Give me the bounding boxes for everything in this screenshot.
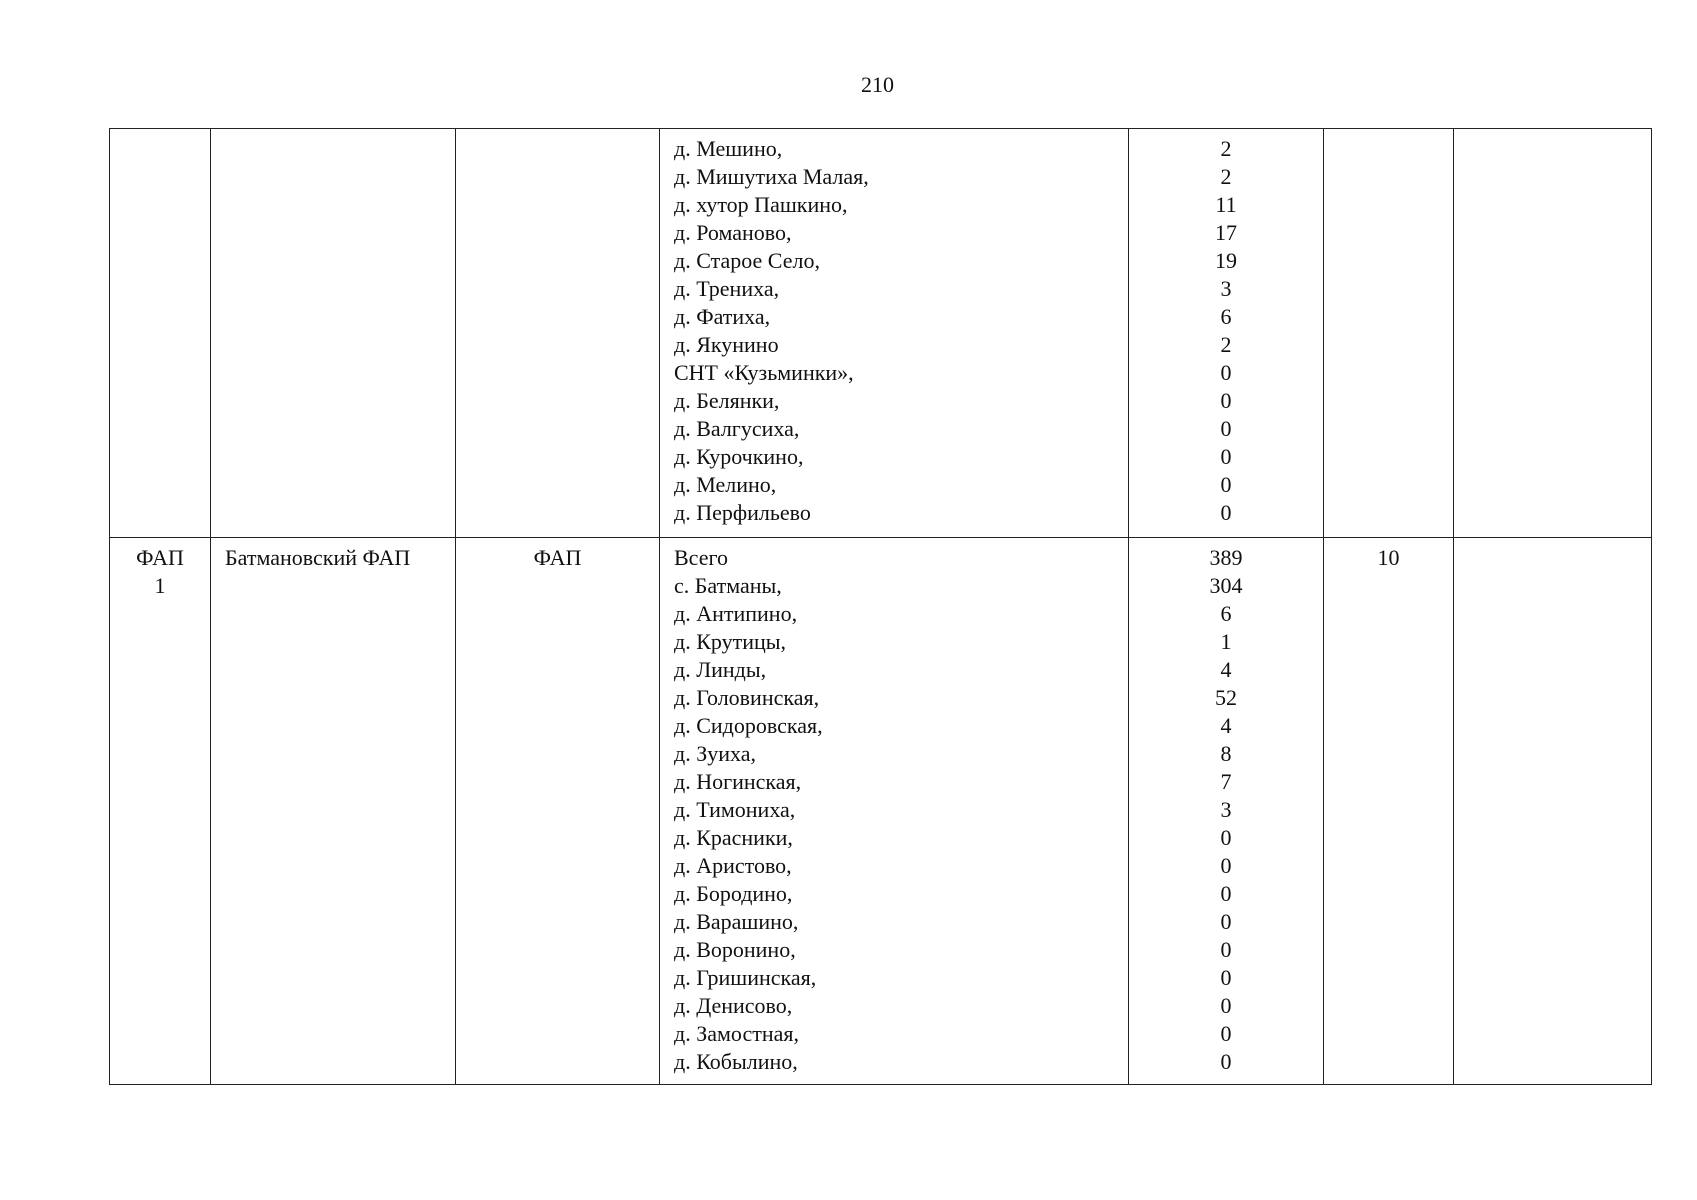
population-value: 2 [1220, 332, 1232, 357]
population-value: 11 [1215, 192, 1237, 217]
population-value: 389 [1209, 545, 1243, 570]
settlement-name: д. Замостная, [674, 1021, 799, 1046]
population-value: 0 [1220, 937, 1232, 962]
population-value: 52 [1215, 685, 1237, 710]
population-value: 2 [1220, 136, 1232, 161]
settlement-name: д. Романово, [674, 220, 792, 245]
population-value: 0 [1220, 993, 1232, 1018]
settlement-name: д. Мелино, [674, 472, 777, 497]
population-cell [1129, 129, 1324, 538]
population-value: 1 [1220, 629, 1232, 654]
settlement-name: д. Зуиха, [674, 741, 756, 766]
settlement-name: д. Линды, [674, 657, 767, 682]
facility-type-cell: ФАП [456, 538, 660, 1085]
settlement-name: д. Гришинская, [674, 965, 817, 990]
table-row [110, 538, 1652, 1085]
settlement-name: д. Белянки, [674, 388, 780, 413]
settlement-name: д. Старое Село, [674, 248, 820, 273]
page-number: 210 [861, 72, 894, 97]
settlement-name: д. Головинская, [674, 685, 820, 710]
facilities-table [109, 128, 1652, 1085]
population-value: 0 [1220, 853, 1232, 878]
settlements-cell [660, 538, 1129, 1085]
settlement-name: д. хутор Пашкино, [674, 192, 848, 217]
staff-count-cell [1324, 129, 1454, 538]
settlement-name: Всего [674, 545, 728, 570]
settlement-name: СНТ «Кузьминки», [674, 360, 854, 385]
settlement-name: д. Крутицы, [674, 629, 787, 654]
population-value: 0 [1220, 500, 1232, 525]
population-value: 4 [1220, 713, 1232, 738]
population-value: 6 [1220, 304, 1232, 329]
settlement-name: д. Перфильево [674, 500, 811, 525]
settlement-name: д. Якунино [674, 332, 779, 357]
population-value: 3 [1220, 276, 1232, 301]
settlement-name: д. Денисово, [674, 993, 793, 1018]
population-value: 3 [1220, 797, 1232, 822]
population-value: 0 [1220, 881, 1232, 906]
population-value: 0 [1220, 388, 1232, 413]
table-row [110, 129, 1652, 538]
settlement-name: д. Красники, [674, 825, 793, 850]
settlement-name: д. Тимониха, [674, 797, 796, 822]
settlement-name: д. Мишутиха Малая, [674, 164, 869, 189]
population-value: 0 [1220, 416, 1232, 441]
settlement-name: д. Сидоровская, [674, 713, 823, 738]
settlement-name: с. Батманы, [674, 573, 782, 598]
population-value: 0 [1220, 965, 1232, 990]
population-value: 0 [1220, 444, 1232, 469]
population-value: 2 [1220, 164, 1232, 189]
settlement-name: д. Мешино, [674, 136, 783, 161]
population-value: 7 [1220, 769, 1232, 794]
settlement-name: д. Аристово, [674, 853, 792, 878]
settlement-name: д. Кобылино, [674, 1049, 798, 1074]
population-value: 0 [1220, 472, 1232, 497]
population-value: 0 [1220, 360, 1232, 385]
population-value: 19 [1215, 248, 1237, 273]
row-number-cell: ФАП 1 [110, 538, 211, 1085]
settlement-name: д. Трениха, [674, 276, 780, 301]
population-cell [1129, 538, 1324, 1085]
settlements-cell [660, 129, 1129, 538]
notes-cell [1454, 129, 1652, 538]
population-value: 4 [1220, 657, 1232, 682]
population-value: 0 [1220, 1021, 1232, 1046]
settlement-name: д. Валгусиха, [674, 416, 800, 441]
settlement-name: д. Фатиха, [674, 304, 771, 329]
population-value: 0 [1220, 909, 1232, 934]
population-value: 304 [1209, 573, 1243, 598]
settlement-name: д. Антипино, [674, 601, 798, 626]
settlement-name: д. Варашино, [674, 909, 799, 934]
population-value: 17 [1215, 220, 1237, 245]
facility-name-cell [211, 129, 456, 538]
settlement-name: д. Ногинская, [674, 769, 802, 794]
settlement-name: д. Воронино, [674, 937, 796, 962]
notes-cell [1454, 538, 1652, 1085]
population-value: 6 [1220, 601, 1232, 626]
population-value: 0 [1220, 825, 1232, 850]
facility-name-cell: Батмановский ФАП [211, 538, 456, 1085]
population-value: 8 [1220, 741, 1232, 766]
staff-count-cell: 10 [1324, 538, 1454, 1085]
settlement-name: д. Бородино, [674, 881, 793, 906]
population-value: 0 [1220, 1049, 1232, 1074]
settlement-name: д. Курочкино, [674, 444, 804, 469]
row-number-cell [110, 129, 211, 538]
facility-type-cell [456, 129, 660, 538]
